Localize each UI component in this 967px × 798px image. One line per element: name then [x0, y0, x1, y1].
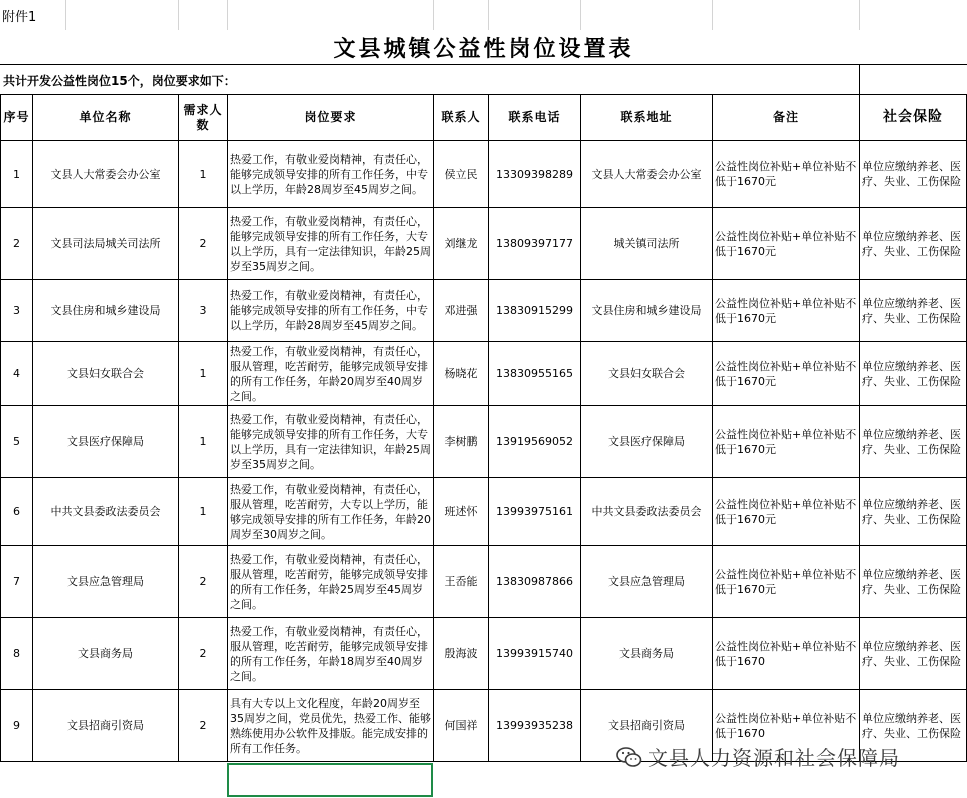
cell-insurance[interactable]: 单位应缴纳养老、医疗、失业、工伤保险: [860, 406, 967, 478]
cell-unit[interactable]: 文县应急管理局: [33, 546, 179, 618]
header-row: [1, 95, 967, 141]
selected-cell[interactable]: [227, 763, 433, 797]
cell-seq[interactable]: 5: [1, 406, 33, 478]
watermark-text: 文县人力资源和社会保障局: [648, 746, 900, 770]
gridline: [178, 0, 179, 30]
cell-contact[interactable]: 班述怀: [434, 478, 489, 546]
cell-requirements[interactable]: 热爱工作，有敬业爱岗精神，有责任心，能够完成领导安排的所有工作任务，中专以上学历，年龄28周岁至45周岁之间。: [228, 141, 434, 208]
cell-unit[interactable]: 中共文县委政法委员会: [33, 478, 179, 546]
cell-insurance[interactable]: 单位应缴纳养老、医疗、失业、工伤保险: [860, 546, 967, 618]
cell-requirements[interactable]: 热爱工作，有敬业爱岗精神，有责任心，服从管理，吃苦耐劳，能够完成领导安排的所有工作任务，年龄20周岁至40周岁之间。: [228, 342, 434, 406]
table-row: [1, 406, 967, 478]
cell-requirements[interactable]: 热爱工作，有敬业爱岗精神，有责任心，能够完成领导安排的所有工作任务，中专以上学历，年龄28周岁至45周岁之间。: [228, 280, 434, 342]
cell-seq[interactable]: 9: [1, 690, 33, 762]
cell-seq[interactable]: 3: [1, 280, 33, 342]
cell-unit[interactable]: 文县妇女联合会: [33, 342, 179, 406]
cell-address[interactable]: 文县招商引资局: [581, 690, 713, 762]
header-address[interactable]: 联系地址: [581, 95, 713, 141]
cell-address[interactable]: 文县住房和城乡建设局: [581, 280, 713, 342]
cell-requirements[interactable]: 热爱工作，有敬业爱岗精神，有责任心，服从管理，吃苦耐劳，能够完成领导安排的所有工作任务，年龄25周岁至45周岁之间。: [228, 546, 434, 618]
table-row: [1, 342, 967, 406]
positions-table: [0, 94, 967, 762]
cell-address[interactable]: 文县商务局: [581, 618, 713, 690]
frame-line: [0, 64, 967, 65]
cell-phone[interactable]: 13809397177: [489, 208, 581, 280]
cell-address[interactable]: 文县医疗保障局: [581, 406, 713, 478]
table-row: [1, 280, 967, 342]
cell-contact[interactable]: 侯立民: [434, 141, 489, 208]
cell-contact[interactable]: 王岙能: [434, 546, 489, 618]
cell-insurance[interactable]: 单位应缴纳养老、医疗、失业、工伤保险: [860, 280, 967, 342]
cell-seq[interactable]: 1: [1, 141, 33, 208]
cell-contact[interactable]: 杨晓花: [434, 342, 489, 406]
cell-seq[interactable]: 6: [1, 478, 33, 546]
watermark: [616, 742, 900, 771]
cell-insurance[interactable]: 单位应缴纳养老、医疗、失业、工伤保险: [860, 690, 967, 762]
attachment-label[interactable]: 附件1: [2, 10, 37, 25]
cell-requirements[interactable]: 热爱工作，有敬业爱岗精神，有责任心，能够完成领导安排的所有工作任务，大专以上学历，具有一定法律知识，年龄25周岁至35周岁之间。: [228, 406, 434, 478]
header-contact[interactable]: 联系人: [434, 95, 489, 141]
header-insurance[interactable]: 社会保险: [860, 95, 967, 141]
cell-count[interactable]: 2: [179, 208, 228, 280]
cell-requirements[interactable]: 热爱工作，有敬业爱岗精神，有责任心，服从管理，吃苦耐劳，大专以上学历，能够完成领导安排的所有工作任务，年龄20周岁至30周岁之间。: [228, 478, 434, 546]
cell-remark[interactable]: 公益性岗位补贴+单位补贴不低于1670元: [713, 280, 860, 342]
cell-remark[interactable]: 公益性岗位补贴+单位补贴不低于1670元: [713, 208, 860, 280]
cell-remark[interactable]: 公益性岗位补贴+单位补贴不低于1670: [713, 618, 860, 690]
cell-insurance[interactable]: 单位应缴纳养老、医疗、失业、工伤保险: [860, 478, 967, 546]
gridline: [580, 0, 581, 30]
cell-unit[interactable]: 文县医疗保障局: [33, 406, 179, 478]
cell-count[interactable]: 1: [179, 141, 228, 208]
cell-phone[interactable]: 13309398289: [489, 141, 581, 208]
header-unit[interactable]: 单位名称: [33, 95, 179, 141]
cell-count[interactable]: 2: [179, 546, 228, 618]
cell-insurance[interactable]: 单位应缴纳养老、医疗、失业、工伤保险: [860, 618, 967, 690]
cell-address[interactable]: 中共文县委政法委员会: [581, 478, 713, 546]
cell-count[interactable]: 1: [179, 406, 228, 478]
gridline: [433, 0, 434, 30]
cell-count[interactable]: 3: [179, 280, 228, 342]
cell-requirements[interactable]: 具有大专以上文化程度，年龄20周岁至35周岁之间，党员优先，热爱工作、能够熟练使用办公软件及排版。能完成安排的所有工作任务。: [228, 690, 434, 762]
cell-contact[interactable]: 殷海波: [434, 618, 489, 690]
header-phone[interactable]: 联系电话: [489, 95, 581, 141]
frame-line: [859, 64, 860, 94]
table-row: [1, 478, 967, 546]
cell-unit[interactable]: 文县人大常委会办公室: [33, 141, 179, 208]
cell-phone[interactable]: 13993975161: [489, 478, 581, 546]
cell-count[interactable]: 1: [179, 342, 228, 406]
header-remark[interactable]: 备注: [713, 95, 860, 141]
gridline: [227, 0, 228, 30]
cell-remark[interactable]: 公益性岗位补贴+单位补贴不低于1670元: [713, 406, 860, 478]
cell-seq[interactable]: 4: [1, 342, 33, 406]
page-title[interactable]: 文县城镇公益性岗位设置表: [333, 36, 634, 62]
cell-contact[interactable]: 李树鹏: [434, 406, 489, 478]
cell-remark[interactable]: 公益性岗位补贴+单位补贴不低于1670元: [713, 546, 860, 618]
cell-insurance[interactable]: 单位应缴纳养老、医疗、失业、工伤保险: [860, 208, 967, 280]
cell-unit[interactable]: 文县招商引资局: [33, 690, 179, 762]
gridline: [65, 0, 66, 30]
cell-count[interactable]: 2: [179, 618, 228, 690]
cell-count[interactable]: 2: [179, 690, 228, 762]
cell-seq[interactable]: 7: [1, 546, 33, 618]
cell-address[interactable]: 文县人大常委会办公室: [581, 141, 713, 208]
cell-remark[interactable]: 公益性岗位补贴+单位补贴不低于1670元: [713, 342, 860, 406]
summary-text[interactable]: 共计开发公益性岗位15个，岗位要求如下：: [3, 74, 236, 88]
cell-insurance[interactable]: 单位应缴纳养老、医疗、失业、工伤保险: [860, 342, 967, 406]
header-requirements[interactable]: 岗位要求: [228, 95, 434, 141]
cell-remark[interactable]: 公益性岗位补贴+单位补贴不低于1670元: [713, 478, 860, 546]
table-row: [1, 141, 967, 208]
cell-phone[interactable]: 13830987866: [489, 546, 581, 618]
cell-phone[interactable]: 13830915299: [489, 280, 581, 342]
table-row: [1, 208, 967, 280]
cell-remark[interactable]: 公益性岗位补贴+单位补贴不低于1670: [713, 690, 860, 762]
cell-contact[interactable]: 邓进强: [434, 280, 489, 342]
cell-requirements[interactable]: 热爱工作，有敬业爱岗精神，有责任心，能够完成领导安排的所有工作任务，大专以上学历，具有一定法律知识，年龄25周岁至35周岁之间。: [228, 208, 434, 280]
cell-unit[interactable]: 文县司法局城关司法所: [33, 208, 179, 280]
cell-count[interactable]: 1: [179, 478, 228, 546]
cell-seq[interactable]: 2: [1, 208, 33, 280]
cell-phone[interactable]: 13830955165: [489, 342, 581, 406]
header-count[interactable]: 需求人数: [179, 95, 228, 141]
cell-phone[interactable]: 13993915740: [489, 618, 581, 690]
cell-address[interactable]: 城关镇司法所: [581, 208, 713, 280]
wechat-icon: [616, 746, 642, 768]
cell-contact[interactable]: 何国祥: [434, 690, 489, 762]
gridline: [712, 0, 713, 30]
cell-unit[interactable]: 文县住房和城乡建设局: [33, 280, 179, 342]
cell-phone[interactable]: 13919569052: [489, 406, 581, 478]
cell-seq[interactable]: 8: [1, 618, 33, 690]
cell-address[interactable]: 文县妇女联合会: [581, 342, 713, 406]
cell-phone[interactable]: 13993935238: [489, 690, 581, 762]
cell-requirements[interactable]: 热爱工作，有敬业爱岗精神，有责任心，服从管理，吃苦耐劳，能够完成领导安排的所有工作任务，年龄18周岁至40周岁之间。: [228, 618, 434, 690]
cell-remark[interactable]: 公益性岗位补贴+单位补贴不低于1670元: [713, 141, 860, 208]
cell-address[interactable]: 文县应急管理局: [581, 546, 713, 618]
table-row: [1, 546, 967, 618]
header-seq[interactable]: 序号: [1, 95, 33, 141]
cell-unit[interactable]: 文县商务局: [33, 618, 179, 690]
gridline: [488, 0, 489, 30]
gridline: [859, 0, 860, 30]
table-row: [1, 618, 967, 690]
cell-insurance[interactable]: 单位应缴纳养老、医疗、失业、工伤保险: [860, 141, 967, 208]
cell-contact[interactable]: 刘继龙: [434, 208, 489, 280]
